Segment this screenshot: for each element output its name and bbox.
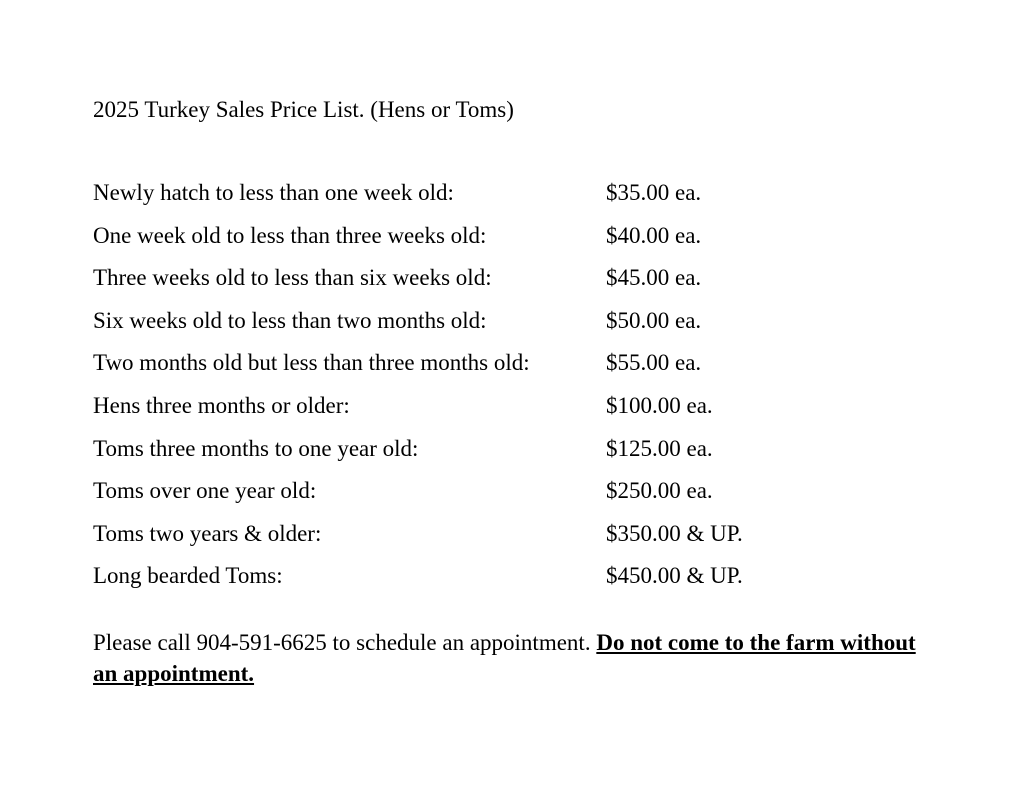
item-label: Two months old but less than three months old:: [93, 350, 530, 376]
appointment-note: [93, 627, 943, 689]
item-price: $350.00 & UP.: [606, 520, 743, 546]
price-row: [93, 562, 943, 605]
item-price: $40.00 ea.: [606, 222, 702, 248]
price-row: [93, 307, 943, 350]
price-list: [93, 179, 943, 605]
item-label: One week old to less than three weeks old:: [93, 222, 487, 248]
item-price: $125.00 ea.: [606, 435, 713, 461]
item-label: Three weeks old to less than six weeks old:: [93, 265, 492, 291]
item-price: $50.00 ea.: [606, 307, 702, 333]
item-label: Six weeks old to less than two months old:: [93, 307, 487, 333]
item-price: $100.00 ea.: [606, 392, 713, 418]
item-label: Newly hatch to less than one week old:: [93, 180, 454, 205]
item-label: Toms over one year old:: [93, 478, 317, 504]
item-label: Hens three months or older:: [93, 392, 350, 418]
price-row: [93, 179, 943, 222]
appointment-note-text: Please call 904-591-6625 to schedule an appointment.: [93, 630, 591, 655]
item-price: $450.00 & UP.: [606, 563, 743, 589]
item-price: $55.00 ea.: [606, 350, 702, 376]
price-row: [93, 264, 943, 307]
page-title: 2025 Turkey Sales Price List. (Hens or Toms): [93, 97, 514, 122]
item-label: Toms three months to one year old:: [93, 435, 419, 461]
item-price: $35.00 ea.: [606, 180, 702, 205]
price-row: [93, 520, 943, 563]
price-row: [93, 435, 943, 478]
price-row: [93, 349, 943, 392]
item-price: $45.00 ea.: [606, 265, 702, 291]
item-price: $250.00 ea.: [606, 478, 713, 504]
appointment-warning: Do not come to the farm without an appointment.: [93, 630, 916, 686]
price-row: [93, 392, 943, 435]
price-row: [93, 222, 943, 265]
item-label: Toms two years & older:: [93, 520, 322, 546]
item-label: Long bearded Toms:: [93, 563, 283, 589]
price-row: [93, 477, 943, 520]
